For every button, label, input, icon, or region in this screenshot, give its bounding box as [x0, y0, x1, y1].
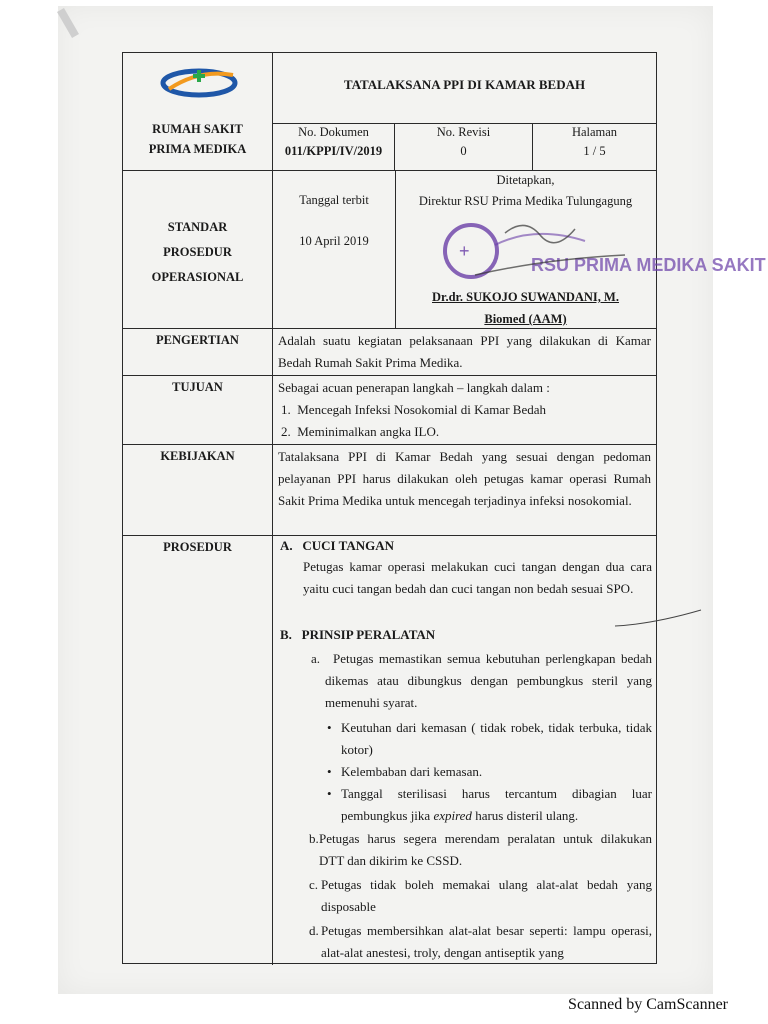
bullet-item: [327, 783, 652, 827]
stamp-text: RSU PRIMA MEDIKA SAKIT: [531, 255, 766, 275]
bullet-dot: •: [327, 764, 332, 779]
tanggal-cell: [273, 171, 396, 328]
kebijakan-text: Tatalaksana PPI di Kamar Bedah yang sesuai dengan pedoman pelayanan PPI harus dilakukan oleh petugas kamar operasi Rumah Sakit Prima Medika untuk mencegah terjadinya infeksi nosokomial.: [278, 449, 651, 508]
spo-label-line1: STANDAR: [167, 220, 228, 234]
bullet-text: Keutuhan dari kemasan ( tidak robek, tidak terbuka, tidak kotor): [341, 720, 652, 757]
direktur-label: Direktur RSU Prima Medika Tulungagung: [418, 194, 633, 208]
signer-name-line2: Biomed (AAM): [484, 312, 567, 326]
no-revisi-value: 0: [460, 144, 467, 158]
hospital-cell: [123, 53, 273, 170]
prinsip-d-text: Petugas membersihkan alat-alat besar seperti: lampu operasi, alat-alat anestesi, troly, dengan antiseptik yang: [321, 923, 652, 960]
tujuan-label: TUJUAN: [172, 380, 223, 394]
prinsip-c-text: Petugas tidak boleh memakai ulang alat-alat bedah yang disposable: [321, 877, 652, 914]
prinsip-a-text: Petugas memastikan semua kebutuhan perlengkapan bedah dikemas atau dibungkus dengan pembungkus steril yang memenuhi syarat.: [325, 651, 652, 710]
spo-row: [123, 171, 766, 329]
spo-label-line2: PROSEDUR: [163, 245, 232, 259]
kebijakan-row: [123, 445, 656, 536]
no-revisi-label: No. Revisi: [436, 125, 491, 139]
official-stamp: [435, 215, 766, 287]
list-marker-d: d.: [309, 923, 319, 938]
pengertian-text: Adalah suatu kegiatan pelaksanaan PPI yang dilakukan di Kamar Bedah Rumah Sakit Prima Medika.: [278, 333, 651, 370]
prosedur-label: PROSEDUR: [163, 540, 232, 554]
spo-label-line3: OPERASIONAL: [151, 270, 244, 284]
list-marker-b: b.: [309, 831, 319, 846]
tujuan-row: [123, 376, 656, 445]
list-marker-c: c.: [309, 877, 319, 892]
halaman-label: Halaman: [571, 125, 618, 139]
document-title: TATALAKSANA PPI DI KAMAR BEDAH: [273, 53, 656, 124]
sop-document: [122, 52, 766, 964]
svg-text:+: +: [459, 241, 470, 261]
bullet-item: [327, 717, 652, 761]
hospital-name-line1: RUMAH SAKIT: [152, 122, 243, 136]
camscanner-watermark: Scanned by CamScanner: [568, 996, 728, 1013]
bullet-text: Kelembaban dari kemasan.: [341, 764, 483, 779]
no-dokumen-label: No. Dokumen: [298, 125, 369, 139]
halaman-value: 1 / 5: [583, 144, 606, 158]
kebijakan-label: KEBIJAKAN: [160, 449, 235, 463]
ditetapkan-label: Ditetapkan,: [496, 173, 555, 187]
pengertian-row: [123, 329, 656, 376]
hospital-logo: [159, 65, 239, 101]
tanggal-value: 10 April 2019: [299, 234, 369, 248]
bullet-dot: •: [327, 786, 332, 801]
no-dokumen-cell: [273, 123, 395, 170]
ditetapkan-cell: [395, 171, 766, 328]
tanggal-label: Tanggal terbit: [299, 193, 369, 207]
hospital-name-line2: PRIMA MEDIKA: [148, 142, 247, 156]
prinsip-peralatan-heading: B. PRINSIP PERALATAN: [280, 627, 436, 642]
no-revisi-cell: [395, 123, 533, 170]
halaman-cell: [533, 123, 656, 170]
cuci-tangan-text: Petugas kamar operasi melakukan cuci tangan dengan dua cara yaitu cuci tangan bedah dan cuci tangan non bedah sesuai SPO.: [303, 559, 652, 596]
tujuan-item: 2. Meminimalkan angka ILO.: [281, 424, 440, 439]
spo-label-cell: [123, 171, 273, 328]
pen-stroke: [613, 608, 703, 628]
tujuan-item: 1. Mencegah Infeksi Nosokomial di Kamar Bedah: [281, 402, 546, 417]
signer-name-line1: Dr.dr. SUKOJO SUWANDANI, M.: [432, 290, 619, 304]
prosedur-row: [123, 536, 656, 965]
prinsip-b-text: Petugas harus segera merendam peralatan untuk dilakukan DTT dan dikirim ke CSSD.: [319, 831, 652, 868]
list-marker-a: a.: [311, 651, 321, 666]
bullet-dot: •: [327, 720, 332, 735]
header-row: [123, 53, 656, 171]
tujuan-intro: Sebagai acuan penerapan langkah – langkah dalam :: [278, 380, 550, 395]
cuci-tangan-heading: A. CUCI TANGAN: [280, 538, 394, 553]
no-dokumen-value: 011/KPPI/IV/2019: [284, 144, 383, 158]
bullet-item: [327, 761, 652, 783]
bullet-text: Tanggal sterilisasi harus tercantum dibagian luar pembungkus jika expired harus disteril ulang.: [341, 786, 652, 823]
pengertian-label: PENGERTIAN: [156, 333, 239, 347]
header-info: [273, 53, 656, 170]
